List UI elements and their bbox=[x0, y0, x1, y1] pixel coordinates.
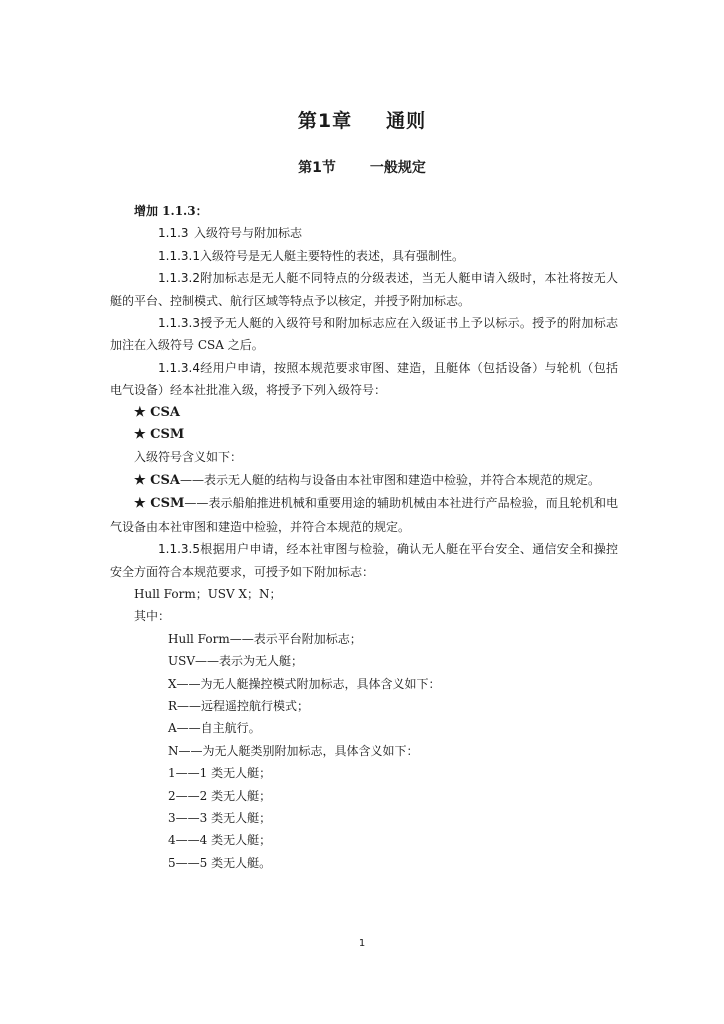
section-title bbox=[0, 157, 724, 177]
meaning-paragraph bbox=[110, 492, 618, 538]
meaning-text: ——表示船舶推进机械和重要用途的辅助机械由本社进行产品检验，而且轮机和电气设备由本社审图和建造中检验，并符合本规范的规定。 bbox=[110, 496, 618, 534]
meaning-symbol: ★ CSM bbox=[134, 496, 185, 512]
definition-item: 3——3 类无人艇； bbox=[168, 810, 272, 825]
clause-number: 1.1.3.3 bbox=[158, 316, 200, 331]
clause-text: 入级符号是无人艇主要特性的表述，具有强制性。 bbox=[199, 248, 464, 263]
definition-item: X——为无人艇操控模式附加标志，具体含义如下： bbox=[168, 676, 441, 691]
clause-text: 经用户申请，按照本规范要求审图、建造，且艇体（包括设备）与轮机（包括电气设备）经本社批准入级，将授予下列入级符号： bbox=[110, 360, 618, 398]
definition-item: N——为无人艇类别附加标志，具体含义如下： bbox=[168, 743, 419, 758]
notation-line: Hull Form；USV X；N； bbox=[134, 586, 282, 601]
definition-item: A——自主航行。 bbox=[168, 721, 261, 736]
definition-item: 2——2 类无人艇； bbox=[168, 788, 272, 803]
clause-paragraph bbox=[110, 245, 618, 267]
clause-number: 1.1.3.4 bbox=[158, 360, 200, 375]
chapter-title bbox=[0, 106, 724, 133]
meaning-text: ——表示无人艇的结构与设备由本社审图和建造中检验，并符合本规范的规定。 bbox=[180, 472, 601, 487]
added-note: 增加 1.1.3： bbox=[134, 204, 208, 218]
clause-number: 1.1.3 bbox=[158, 226, 189, 241]
clause-number: 1.1.3.5 bbox=[158, 542, 200, 557]
class-symbol-csa: ★ CSA bbox=[134, 404, 181, 420]
clause-text: 入级符号与附加标志 bbox=[194, 226, 303, 241]
chapter-number: 第1章 bbox=[297, 110, 353, 132]
definition-item: 4——4 类无人艇； bbox=[168, 833, 272, 848]
body-text bbox=[110, 200, 618, 874]
clause-paragraph bbox=[110, 538, 618, 583]
symbols-intro: 入级符号含义如下： bbox=[134, 450, 243, 465]
definition-item: Hull Form——表示平台附加标志； bbox=[168, 631, 362, 646]
clause-number: 1.1.3.2 bbox=[158, 271, 200, 286]
clause-text: 授予无人艇的入级符号和附加标志应在入级证书上予以标示。授予的附加标志加注在入级符号 CSA 之后。 bbox=[110, 316, 618, 353]
clause-paragraph bbox=[110, 267, 618, 312]
page-number: 1 bbox=[358, 938, 366, 949]
clause-paragraph bbox=[110, 312, 618, 357]
class-symbol-csm: ★ CSM bbox=[134, 427, 185, 443]
clause-number: 1.1.3.1 bbox=[158, 248, 200, 263]
section-name: 一般规定 bbox=[369, 160, 426, 176]
definition-item: USV——表示为无人艇； bbox=[168, 654, 304, 669]
clause-heading bbox=[110, 222, 618, 244]
clause-text: 附加标志是无人艇不同特点的分级表述，当无人艇申请入级时，本社将按无人艇的平台、控制模式、航行区域等特点予以核定，并授予附加标志。 bbox=[110, 271, 618, 308]
chapter-name: 通则 bbox=[386, 110, 427, 132]
meaning-symbol: ★ CSA bbox=[134, 472, 181, 488]
meaning-paragraph bbox=[110, 469, 618, 492]
where-label: 其中： bbox=[134, 609, 171, 624]
definition-item: 5——5 类无人艇。 bbox=[168, 855, 272, 870]
definition-item: R——远程遥控航行模式； bbox=[168, 698, 310, 713]
clause-text: 根据用户申请，经本社审图与检验，确认无人艇在平台安全、通信安全和操控安全方面符合本规范要求，可授予如下附加标志： bbox=[110, 542, 618, 579]
definition-item: 1——1 类无人艇； bbox=[168, 766, 272, 781]
clause-paragraph bbox=[110, 357, 618, 402]
section-number: 第1节 bbox=[298, 160, 336, 176]
